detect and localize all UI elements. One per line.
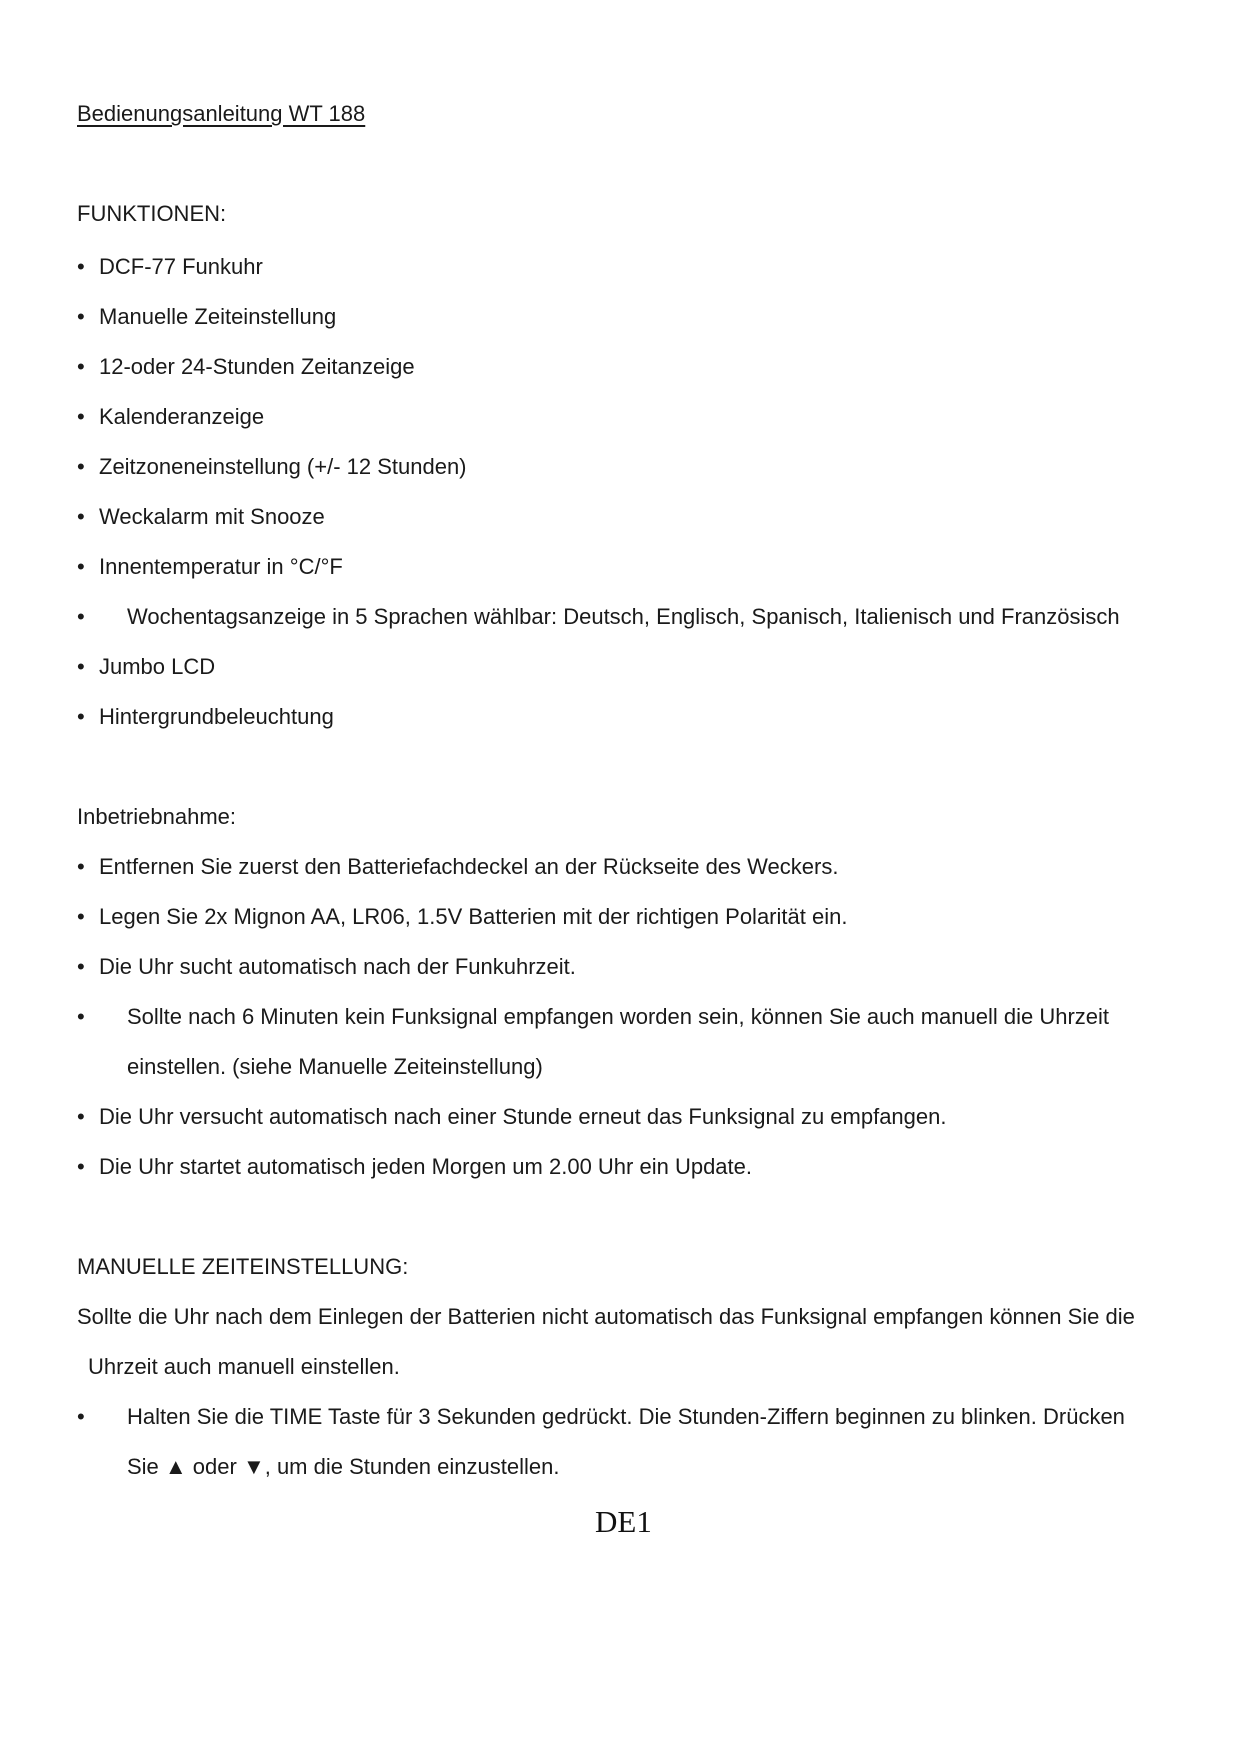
list-item: DCF-77 Funkuhr bbox=[99, 254, 263, 279]
bullet: • bbox=[77, 504, 85, 529]
list-item: Zeitzoneneinstellung (+/- 12 Stunden) bbox=[99, 454, 467, 479]
bullet: • bbox=[77, 904, 85, 929]
bullet: • bbox=[77, 1154, 85, 1179]
list-item: Kalenderanzeige bbox=[99, 404, 265, 429]
list-item: Die Uhr sucht automatisch nach der Funkuhrzeit. bbox=[99, 954, 576, 979]
bullet: • bbox=[77, 554, 85, 579]
list-item: Sollte nach 6 Minuten kein Funksignal empfangen worden sein, können Sie auch manuell die Uhrzeit bbox=[127, 1004, 1110, 1029]
bullet: • bbox=[77, 954, 85, 979]
bullet: • bbox=[77, 654, 85, 679]
bullet: • bbox=[77, 354, 85, 379]
page-number: DE1 bbox=[595, 1504, 652, 1539]
bullet: • bbox=[77, 854, 85, 879]
bullet: • bbox=[77, 404, 85, 429]
bullet: • bbox=[77, 1404, 85, 1429]
bullet: • bbox=[77, 254, 85, 279]
list-item: Innentemperatur in °C/°F bbox=[99, 554, 343, 579]
list-item: Legen Sie 2x Mignon AA, LR06, 1.5V Batterien mit der richtigen Polarität ein. bbox=[99, 904, 848, 929]
section-heading-inbetriebnahme: Inbetriebnahme: bbox=[77, 804, 236, 829]
list-item: Die Uhr versucht automatisch nach einer Stunde erneut das Funksignal zu empfangen. bbox=[99, 1104, 947, 1129]
list-item-continuation: einstellen. (siehe Manuelle Zeiteinstellung) bbox=[127, 1054, 543, 1079]
list-item: Entfernen Sie zuerst den Batteriefachdeckel an der Rückseite des Weckers. bbox=[99, 854, 839, 879]
bullet: • bbox=[77, 454, 85, 479]
document-title: Bedienungsanleitung WT 188 bbox=[77, 101, 366, 126]
list-item: Wochentagsanzeige in 5 Sprachen wählbar: Deutsch, Englisch, Spanisch, Italienisch und Französisch bbox=[127, 604, 1120, 629]
list-item: Halten Sie die TIME Taste für 3 Sekunden gedrückt. Die Stunden-Ziffern beginnen zu blinken. Drücken bbox=[127, 1404, 1125, 1429]
list-item: Weckalarm mit Snooze bbox=[99, 504, 325, 529]
list-item-continuation: Sie ▲ oder ▼, um die Stunden einzustellen. bbox=[127, 1454, 560, 1479]
section-heading-funktionen: FUNKTIONEN: bbox=[77, 201, 227, 226]
list-item: Die Uhr startet automatisch jeden Morgen um 2.00 Uhr ein Update. bbox=[99, 1154, 752, 1179]
bullet: • bbox=[77, 604, 85, 629]
list-item: Jumbo LCD bbox=[99, 654, 216, 679]
list-item: 12-oder 24-Stunden Zeitanzeige bbox=[99, 354, 415, 379]
bullet: • bbox=[77, 1004, 85, 1029]
bullet: • bbox=[77, 304, 85, 329]
bullet: • bbox=[77, 704, 85, 729]
paragraph-line: Uhrzeit auch manuell einstellen. bbox=[88, 1354, 400, 1379]
paragraph-line: Sollte die Uhr nach dem Einlegen der Batterien nicht automatisch das Funksignal empfangen können Sie die bbox=[77, 1304, 1135, 1329]
list-item: Hintergrundbeleuchtung bbox=[99, 704, 334, 729]
section-heading-manuelle: MANUELLE ZEITEINSTELLUNG: bbox=[77, 1254, 409, 1279]
bullet: • bbox=[77, 1104, 85, 1129]
list-item: Manuelle Zeiteinstellung bbox=[99, 304, 337, 329]
